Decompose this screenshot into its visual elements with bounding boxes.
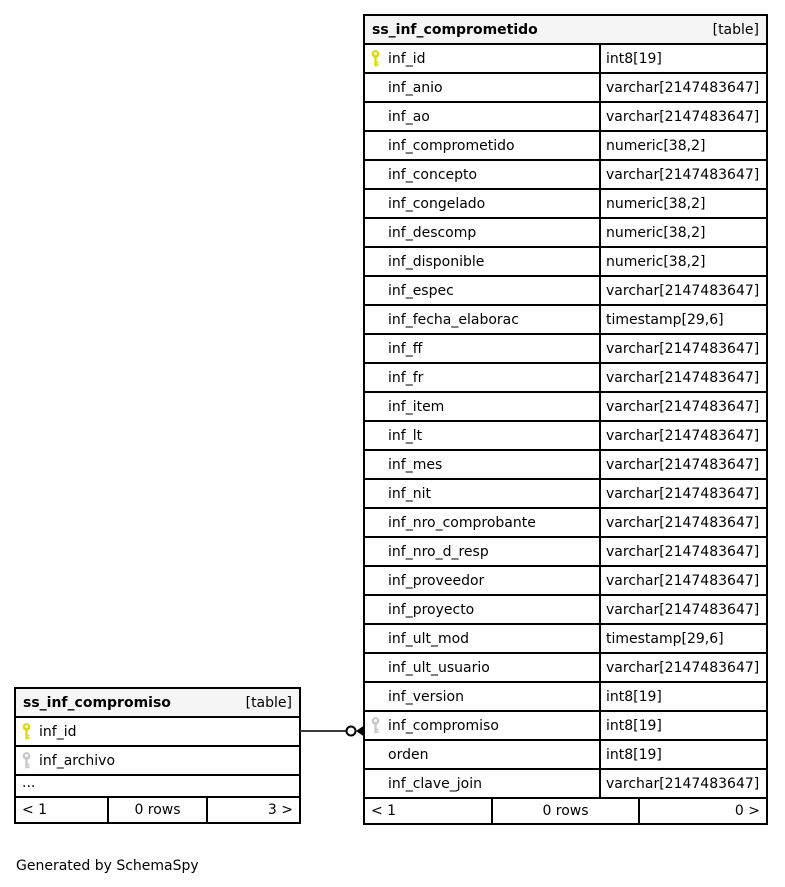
key-icon (370, 339, 388, 358)
column-type: varchar[2147483647] (599, 451, 766, 478)
column-row[interactable] (365, 654, 766, 683)
column-row[interactable] (365, 770, 766, 799)
key-icon (370, 397, 388, 416)
column-name: inf_mes (388, 456, 443, 473)
column-name: inf_fecha_elaborac (388, 311, 519, 328)
column-name: inf_archivo (39, 752, 116, 769)
key-icon (370, 600, 388, 619)
truncation-row (16, 776, 299, 798)
column-row[interactable] (365, 509, 766, 538)
column-row[interactable] (365, 74, 766, 103)
column-name: inf_descomp (388, 224, 477, 241)
column-type: varchar[2147483647] (599, 335, 766, 362)
table-ss-inf-comprometido (363, 14, 768, 825)
column-row[interactable] (365, 306, 766, 335)
key-icon (370, 194, 388, 213)
column-name: inf_comprometido (388, 137, 515, 154)
column-type: int8[19] (599, 683, 766, 710)
key-icon (370, 107, 388, 126)
column-type: varchar[2147483647] (599, 770, 766, 797)
table-title[interactable]: ss_inf_compromiso (23, 694, 171, 711)
key-icon (370, 310, 388, 329)
table-header (16, 689, 299, 718)
column-name: inf_congelado (388, 195, 486, 212)
column-name: inf_ult_mod (388, 630, 470, 647)
table-footer (365, 799, 766, 823)
column-name: inf_concepto (388, 166, 478, 183)
column-type: varchar[2147483647] (599, 509, 766, 536)
column-row[interactable] (365, 567, 766, 596)
column-row[interactable] (365, 683, 766, 712)
column-name: inf_version (388, 688, 464, 705)
column-row[interactable] (365, 538, 766, 567)
column-type: varchar[2147483647] (599, 277, 766, 304)
column-type: timestamp[29,6] (599, 306, 766, 333)
column-type: varchar[2147483647] (599, 393, 766, 420)
column-name: inf_lt (388, 427, 423, 444)
column-row[interactable] (365, 219, 766, 248)
key-icon (21, 751, 39, 770)
key-icon (370, 629, 388, 648)
key-icon (370, 368, 388, 387)
key-icon (370, 426, 388, 445)
column-name: inf_proveedor (388, 572, 485, 589)
paging-prev[interactable]: < 1 (22, 802, 48, 818)
key-icon (370, 49, 388, 68)
column-type: int8[19] (599, 712, 766, 739)
column-row[interactable] (365, 161, 766, 190)
table-header (365, 16, 766, 45)
column-type: varchar[2147483647] (599, 480, 766, 507)
row-count: 0 rows (491, 799, 639, 823)
paging-next[interactable]: 3 > (267, 802, 293, 818)
column-name: inf_proyecto (388, 601, 475, 618)
column-name: inf_id (388, 50, 426, 67)
column-name: inf_clave_join (388, 775, 482, 792)
key-icon (370, 716, 388, 735)
column-name: inf_id (39, 723, 77, 740)
key-icon (370, 484, 388, 503)
column-name: inf_fr (388, 369, 424, 386)
generated-by-note: Generated by SchemaSpy (16, 858, 199, 874)
column-row[interactable] (365, 45, 766, 74)
column-list (16, 718, 299, 776)
key-icon (370, 745, 388, 764)
column-name: orden (388, 746, 429, 763)
column-type: int8[19] (599, 741, 766, 768)
column-list (365, 45, 766, 799)
column-row[interactable] (16, 718, 299, 747)
column-name: inf_nro_d_resp (388, 543, 489, 560)
truncation-indicator: ... (22, 775, 36, 791)
column-type: varchar[2147483647] (599, 596, 766, 623)
key-icon (370, 78, 388, 97)
column-type: varchar[2147483647] (599, 364, 766, 391)
key-icon (370, 513, 388, 532)
column-row[interactable] (365, 712, 766, 741)
column-row[interactable] (365, 190, 766, 219)
column-name: inf_ao (388, 108, 430, 125)
key-icon (370, 774, 388, 793)
column-type: varchar[2147483647] (599, 654, 766, 681)
column-row[interactable] (365, 480, 766, 509)
table-footer (16, 798, 299, 822)
column-type: varchar[2147483647] (599, 161, 766, 188)
column-type: int8[19] (599, 45, 766, 72)
column-type: numeric[38,2] (599, 248, 766, 275)
column-row[interactable] (365, 335, 766, 364)
table-type-badge: [table] (245, 694, 292, 711)
key-icon (370, 687, 388, 706)
key-icon (370, 571, 388, 590)
key-icon (370, 136, 388, 155)
column-name: inf_ult_usuario (388, 659, 490, 676)
key-icon (370, 252, 388, 271)
column-name: inf_nro_comprobante (388, 514, 536, 531)
column-name: inf_compromiso (388, 717, 499, 734)
paging-prev[interactable]: < 1 (371, 803, 397, 819)
column-row[interactable] (365, 451, 766, 480)
column-row[interactable] (365, 596, 766, 625)
column-row[interactable] (365, 741, 766, 770)
column-type: varchar[2147483647] (599, 567, 766, 594)
column-name: inf_ff (388, 340, 423, 357)
column-type: numeric[38,2] (599, 219, 766, 246)
key-icon (370, 455, 388, 474)
key-icon (21, 722, 39, 741)
column-type: varchar[2147483647] (599, 74, 766, 101)
column-type: varchar[2147483647] (599, 538, 766, 565)
column-type: varchar[2147483647] (599, 103, 766, 130)
column-row[interactable] (365, 625, 766, 654)
column-name: inf_item (388, 398, 445, 415)
column-row[interactable] (365, 364, 766, 393)
column-row[interactable] (365, 103, 766, 132)
fk-relationship-connector (300, 720, 364, 742)
key-icon (370, 223, 388, 242)
column-name: inf_espec (388, 282, 454, 299)
column-name: inf_anio (388, 79, 443, 96)
key-icon (370, 658, 388, 677)
column-row[interactable] (365, 277, 766, 306)
paging-next[interactable]: 0 > (734, 803, 760, 819)
key-icon (370, 165, 388, 184)
column-type: varchar[2147483647] (599, 422, 766, 449)
column-row[interactable] (365, 132, 766, 161)
column-row[interactable] (16, 747, 299, 776)
table-title[interactable]: ss_inf_comprometido (372, 21, 538, 38)
column-name: inf_nit (388, 485, 431, 502)
table-type-badge: [table] (712, 21, 759, 38)
column-row[interactable] (365, 248, 766, 277)
column-row[interactable] (365, 393, 766, 422)
table-ss-inf-compromiso (14, 687, 301, 824)
key-icon (370, 281, 388, 300)
column-type: numeric[38,2] (599, 190, 766, 217)
key-icon (370, 542, 388, 561)
column-row[interactable] (365, 422, 766, 451)
column-type: numeric[38,2] (599, 132, 766, 159)
row-count: 0 rows (107, 798, 208, 822)
column-type: timestamp[29,6] (599, 625, 766, 652)
column-name: inf_disponible (388, 253, 485, 270)
